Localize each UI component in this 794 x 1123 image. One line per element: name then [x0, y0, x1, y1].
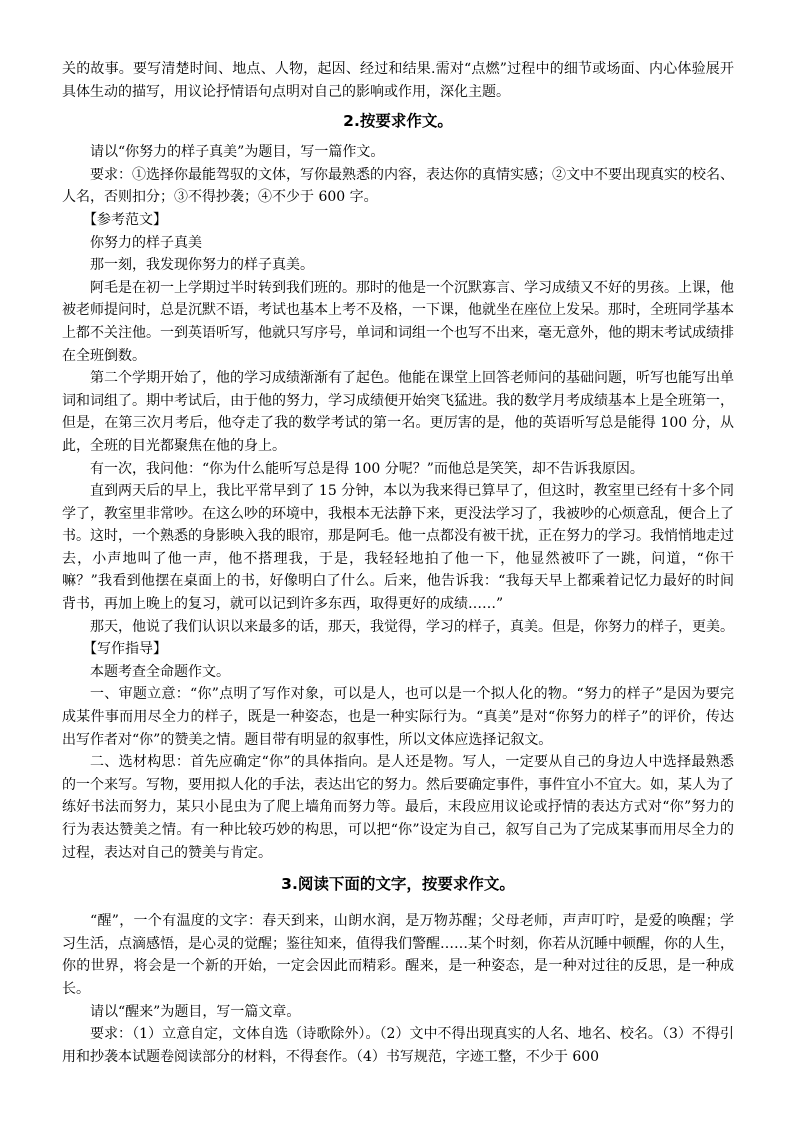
guide-paragraph: 二、选材构思：首先应确定“你”的具体指向。是人还是物。写人，一定要从自己的身边人中选择最熟悉的一个来写。写物，要用拟人化的手法，表达出它的努力。然后要确定事件，事件宜小不宜大。如，某人为了练好书法而努力，某只小昆虫为了爬上墙角而努力等。最后，末段应用议论或抒情的表达方式对“你”努力的行为表达赞美之情。有一种比较巧妙的构思，可以把“你”设定为自己，叙写自己为了完成某事而用尽全力的过程，表达对自己的赞美与肯定。 [62, 754, 734, 861]
writing-guide-label: 【写作指导】 [83, 641, 167, 658]
essay-paragraph: 那一刻，我发现你努力的样子真美。 [90, 257, 314, 274]
section-2-heading: 2.按要求作文。 [343, 112, 453, 131]
sample-essay-title: 你努力的样子真美 [90, 234, 202, 251]
essay-paragraph: 第二个学期开始了，他的学习成绩渐渐有了起色。他能在课堂上回答老师问的基础问题，听写也能写出单词和词组了。期中考试后，由于他的努力，学习成绩便开始突飞猛进。我的数学月考成绩基本上是全班第一，但是，在第三次月考后，他夺走了我的数学考试的第一名。更厉害的是，他的英语听写总是能得 100 分，从此，全班的目光都聚焦在他的身上。 [62, 370, 734, 454]
guide-paragraph: 本题考查全命题作文。 [90, 663, 230, 680]
section-3-heading: 3.阅读下面的文字，按要求作文。 [281, 875, 515, 894]
section-3-passage: “醒”，一个有温度的文字：春天到来，山朗水润，是万物苏醒；父母老师，声声叮咛，是爱的唤醒；学习生活，点滴感悟，是心灵的觉醒；鉴往知来，值得我们警醒……某个时刻，你若从沉睡中顿醒，你的人生，你的世界，将会是一个新的开始，一定会因此而精彩。醒来，是一种姿态，是一种对过往的反思，是一种成长。 [62, 913, 734, 997]
section-2-prompt: 请以“你努力的样子真美”为题目，写一篇作文。 [90, 144, 385, 161]
sample-essay-label: 【参考范文】 [83, 211, 167, 228]
essay-paragraph: 那天，他说了我们认识以来最多的话，那天，我觉得，学习的样子，真美。但是，你努力的样子，更美。 [90, 618, 734, 635]
carry-over-paragraph: 关的故事。要写清楚时间、地点、人物，起因、经过和结果.需对“点燃”过程中的细节或场面、内心体验展开具体生动的描写，用议论抒情语句点明对自己的影响或作用，深化主题。 [62, 61, 734, 100]
section-2-requirements: 要求：①选择你最能驾驭的文体，写你最熟悉的内容，表达你的真情实感；②文中不要出现真实的校名、人名，否则扣分；③不得抄袭；④不少于 600 字。 [62, 166, 734, 206]
guide-paragraph: 一、审题立意：“你”点明了写作对象，可以是人，也可以是一个拟人化的物。“努力的样子”是因为要完成某件事而用尽全力的样子，既是一种姿态，也是一种实际行为。“真美”是对“你努力的样子”的评价，传达出写作者对“你”的赞美之情。题目带有明显的叙事性，所以文体应选择记叙文。 [62, 686, 734, 748]
essay-paragraph: 阿毛是在初一上学期过半时转到我们班的。那时的他是一个沉默寡言、学习成绩又不好的男孩。上课，他被老师提问时，总是沉默不语，考试也基本上考不及格，一下课，他就坐在座位上发呆。那时，全班同学基本上都不关注他。一到英语听写，他就只写序号，单词和词组一个也写不出来，毫无意外，他的期末考试成绩排在全班倒数。 [62, 279, 734, 364]
essay-paragraph: 有一次，我问他：“你为什么能听写总是得 100 分呢？”而他总是笑笑，却不告诉我原因。 [90, 460, 644, 477]
essay-paragraph: 直到两天后的早上，我比平常早到了 15 分钟，本以为我来得已算早了，但这时，教室里已经有十多个同学了，教室里非常吵。在这么吵的环境中，我根本无法静下来，更没法学习了，我被吵的心烦意乱，便合上了书。这时，一个熟悉的身影映入我的眼帘，那是阿毛。他一点都没有被干扰，正在努力的学习。我悄悄地走过去，小声地叫了他一声，他不搭理我，于是，我轻轻地拍了他一下，他显然被吓了一跳，问道，“你干嘛？”我看到他摆在桌面上的书，好像明白了什么。后来，他告诉我：“我每天早上都乘着记忆力最好的时间背书，再加上晚上的复习，就可以记到许多东西，取得更好的成绩……” [62, 483, 734, 613]
section-3-requirements: 要求：（1）立意自定，文体自选（诗歌除外）。（2）文中不得出现真实的人名、地名、校名。（3）不得引用和抄袭本试题卷阅读部分的材料，不得套作。（4）书写规范，字迹工整，不少于 600 [62, 1026, 734, 1065]
section-3-prompt: 请以“醒来”为题目，写一篇文章。 [90, 1003, 301, 1020]
